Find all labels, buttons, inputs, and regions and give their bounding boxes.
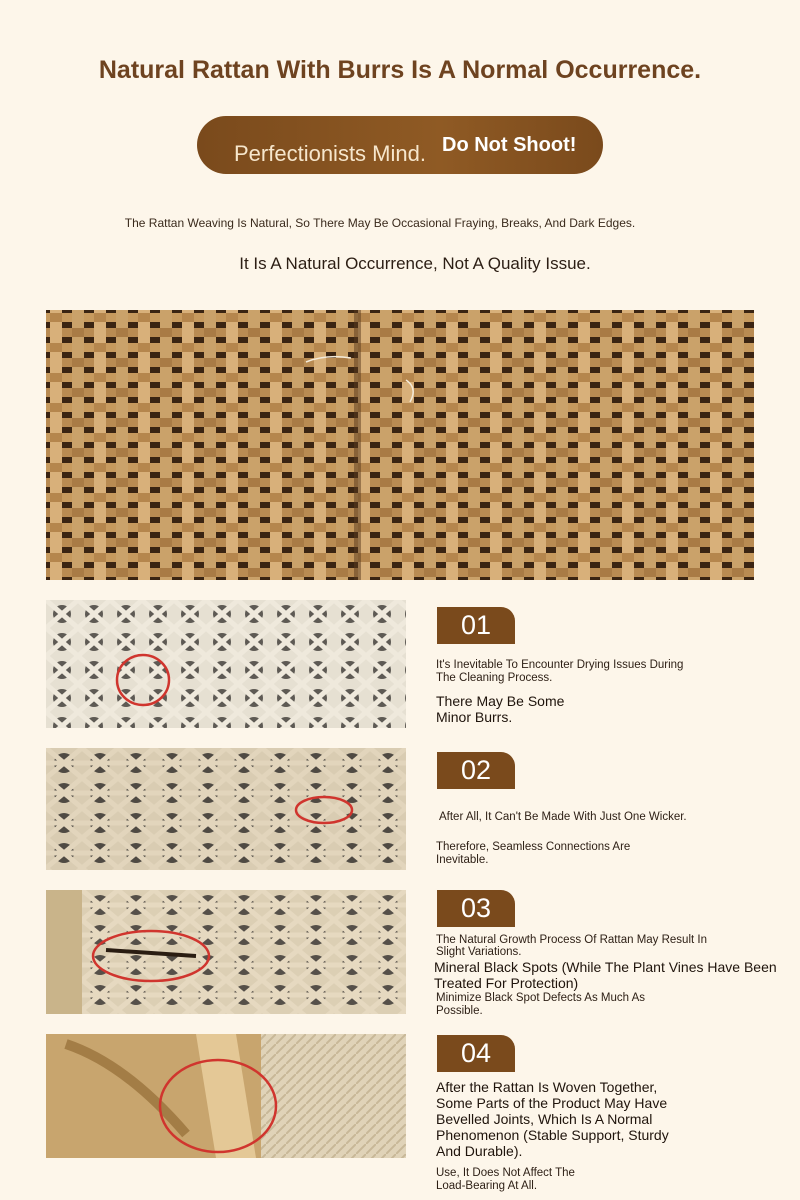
step-4-note: Use, It Does Not Affect The Load-Bearing At All. — [436, 1167, 575, 1192]
step-2-note: After All, It Can't Be Made With Just One Wicker. — [439, 811, 687, 823]
intro-note: The Rattan Weaving Is Natural, So There May Be Occasional Fraying, Breaks, And Dark Edges. — [124, 216, 636, 230]
step-4-statement: After the Rattan Is Woven Together, Some Parts of the Product May Have Bevelled Joints, Which Is A Normal Phenomenon (Stable Support, Sturdy And Durable). — [436, 1079, 669, 1159]
step-3-note-2: Minimize Black Spot Defects As Much As Possible. — [436, 992, 645, 1017]
bevelled-joint-closeup-photo — [46, 1034, 406, 1158]
step-number-badge: 04 — [437, 1035, 515, 1072]
step-2-note-2: Therefore, Seamless Connections Are Inevitable. — [436, 841, 631, 866]
page-title: Natural Rattan With Burrs Is A Normal Occurrence. — [98, 56, 702, 84]
step-number-badge: 01 — [437, 607, 515, 644]
step-3-note: The Natural Growth Process Of Rattan May Result In Slight Variations. — [436, 934, 707, 958]
banner-left-text: Perfectionists Mind. — [234, 141, 426, 166]
rattan-weave-photo — [46, 310, 754, 580]
joint-closeup-photo — [46, 748, 406, 870]
step-number-badge: 02 — [437, 752, 515, 789]
step-1-statement: There May Be Some Minor Burrs. — [436, 693, 565, 725]
black-spot-closeup-photo — [46, 890, 406, 1014]
banner-right-text: Do Not Shoot! — [442, 134, 577, 156]
step-3-statement: Mineral Black Spots (While The Plant Vines Have Been Treated For Protection) — [434, 959, 777, 991]
intro-statement: It Is A Natural Occurrence, Not A Quality Issue. — [239, 254, 591, 273]
step-1-note: It's Inevitable To Encounter Drying Issues During The Cleaning Process. — [436, 659, 684, 684]
step-number-badge: 03 — [437, 890, 515, 927]
burr-closeup-photo — [46, 600, 406, 728]
